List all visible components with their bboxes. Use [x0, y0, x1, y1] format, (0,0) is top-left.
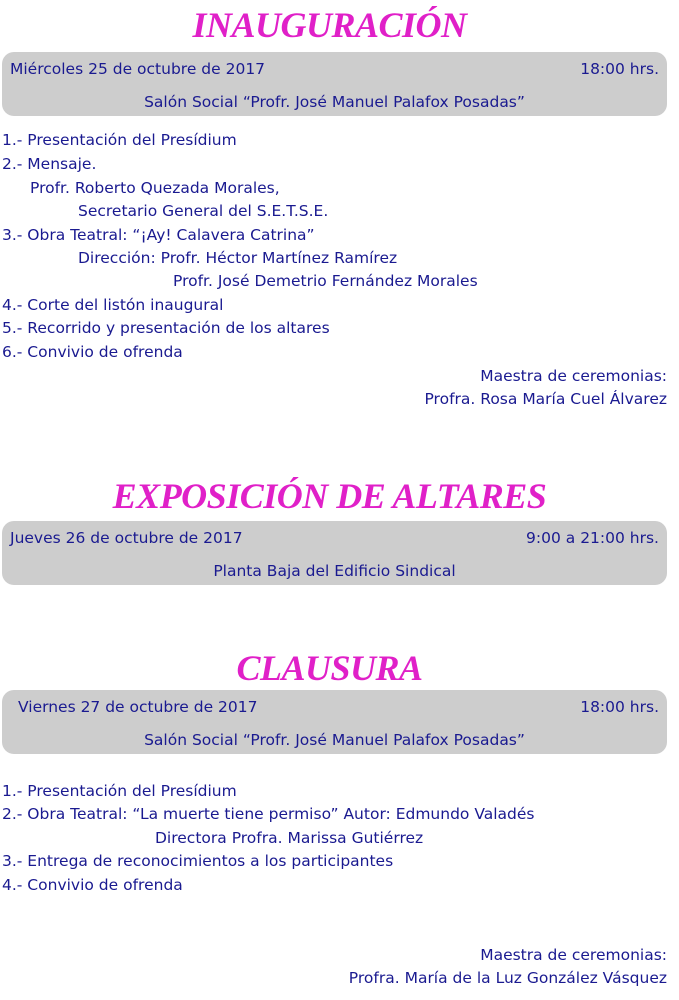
program-item: 4.- Convivio de ofrenda [2, 876, 183, 894]
exposicion-date: Jueves 26 de octubre de 2017 [10, 529, 243, 547]
inauguracion-info-band [2, 52, 667, 116]
inauguracion-venue: Salón Social “Profr. José Manuel Palafox Posadas” [144, 93, 525, 111]
clausura-venue: Salón Social “Profr. José Manuel Palafox Posadas” [144, 731, 525, 749]
inauguracion-mc-name: Profra. Rosa María Cuel Álvarez [424, 390, 667, 408]
program-detail: Profr. José Demetrio Fernández Morales [173, 272, 478, 290]
inauguracion-mc-label: Maestra de ceremonias: [480, 367, 667, 385]
inauguracion-title: INAUGURACIÓN [192, 5, 467, 45]
program-detail: Directora Profra. Marissa Gutiérrez [155, 829, 424, 847]
program-detail: Dirección: Profr. Héctor Martínez Ramírez [78, 249, 398, 267]
clausura-mc-name: Profra. María de la Luz González Vásquez [348, 969, 667, 987]
program-item: 4.- Corte del listón inaugural [2, 296, 224, 314]
program-item: 5.- Recorrido y presentación de los altares [2, 319, 330, 337]
program-detail: Secretario General del S.E.T.S.E. [78, 202, 329, 220]
clausura-mc-label: Maestra de ceremonias: [480, 946, 667, 964]
program-item: 1.- Presentación del Presídium [2, 782, 237, 800]
exposicion-venue: Planta Baja del Edificio Sindical [213, 562, 456, 580]
program-item: 2.- Obra Teatral: “La muerte tiene permiso” Autor: Edmundo Valadés [2, 805, 535, 823]
clausura-title: CLAUSURA [236, 648, 423, 688]
program-item: 3.- Entrega de reconocimientos a los participantes [2, 852, 394, 870]
clausura-date: Viernes 27 de octubre de 2017 [18, 698, 258, 716]
clausura-time: 18:00 hrs. [580, 698, 659, 716]
program-item: 3.- Obra Teatral: “¡Ay! Calavera Catrina” [2, 226, 315, 244]
inauguracion-time: 18:00 hrs. [580, 60, 659, 78]
program-item: 6.- Convivio de ofrenda [2, 343, 183, 361]
exposicion-info-band [2, 521, 667, 585]
exposicion-title: EXPOSICIÓN DE ALTARES [112, 476, 547, 516]
program-item: 2.- Mensaje. [2, 155, 97, 173]
inauguracion-date: Miércoles 25 de octubre de 2017 [10, 60, 266, 78]
program-item: 1.- Presentación del Presídium [2, 131, 237, 149]
program-detail: Profr. Roberto Quezada Morales, [30, 179, 280, 197]
clausura-info-band [2, 690, 667, 754]
exposicion-time: 9:00 a 21:00 hrs. [526, 529, 659, 547]
